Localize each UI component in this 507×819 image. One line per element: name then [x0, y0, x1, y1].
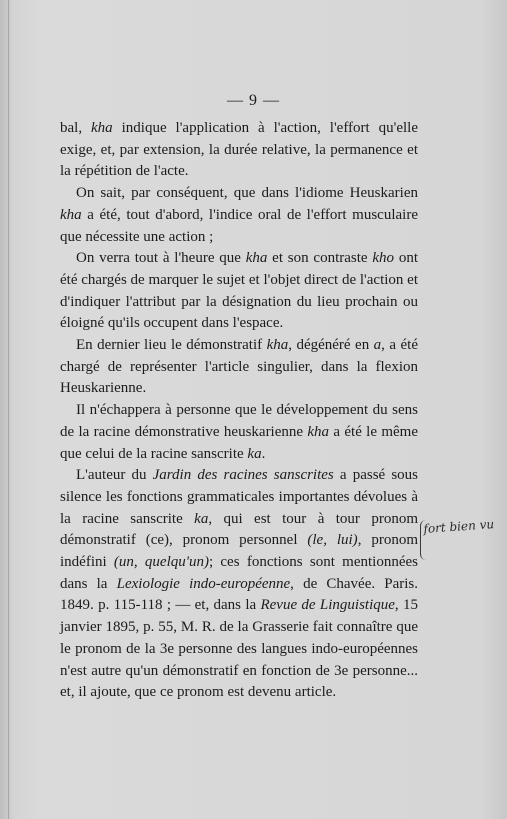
italic-run: ka	[247, 445, 262, 462]
text-run: , pronom indéfini	[60, 532, 418, 571]
text-run: En dernier lieu le démonstratif	[76, 337, 267, 354]
text-run: ; ces fonctions sont mentionnées dans la	[60, 554, 418, 592]
text-run: , qui est tour à tour pronom démonstratif (ce), pronom personnel	[60, 510, 418, 549]
text-run: On verra tout à l'heure que	[76, 250, 246, 267]
paragraph	[60, 335, 418, 400]
paragraph	[60, 248, 418, 335]
text-run: a passé sous silence les fonctions grammaticales importantes dévolues à la racine sanscrite	[60, 467, 419, 527]
text-run: , a été chargé de représenter l'article singulier, dans la flexion Heuskarienne.	[60, 337, 418, 397]
italic-run: kho	[372, 250, 395, 267]
italic-run: kha	[266, 337, 289, 354]
italic-run: Revue de Linguistique	[260, 597, 395, 614]
italic-run: kha	[91, 120, 113, 136]
text-run: L'auteur du	[76, 467, 153, 484]
text-run: .	[261, 445, 266, 462]
italic-run: kha	[60, 206, 82, 223]
paragraph	[60, 400, 418, 465]
italic-run: (un, quelqu'un)	[113, 554, 209, 571]
paragraph	[60, 118, 418, 183]
text-run: On sait, par conséquent, que dans l'idiome Heuskarien	[76, 185, 418, 202]
italic-run: kha	[245, 250, 268, 267]
text-run: , 15 janvier 1895, p. 55, M. R. de la Grasserie fait connaître que le pronom de la 3e personne des langues indo-européennes n'est autre qu'un démonstratif en fonction de 3e personne... et, il ajoute, que ce pronom est devenu article.	[60, 597, 418, 701]
text-run: Il n'échappera à personne que le développement du sens de la racine démonstrative heuskarienne	[60, 402, 418, 440]
text-run: , de Chavée. Paris. 1849. p. 115-118 ; — et, dans la	[60, 575, 418, 614]
handwritten-margin-note: fort bien vu	[423, 517, 495, 536]
text-run: bal,	[60, 120, 92, 136]
italic-run: ka	[194, 510, 209, 527]
text-run: a été, tout d'abord, l'indice oral de l'effort musculaire que nécessite une action ;	[60, 206, 418, 245]
italic-run: Jardin des racines sanscrites	[152, 467, 334, 484]
text-run: a été le même que celui de la racine sanscrite	[60, 423, 418, 462]
text-run: et son contraste	[267, 250, 373, 267]
paragraph	[60, 183, 418, 248]
italic-run: a	[373, 337, 382, 354]
italic-run: kha	[307, 423, 330, 440]
body-text	[60, 118, 418, 704]
text-run: indique l'application à l'action, l'effort qu'elle exige, et, par extension, la durée relative, la permanence et la répétition de l'acte.	[60, 120, 418, 180]
text-run: ont été chargés de marquer le sujet et l'objet direct de l'action et d'indiquer l'attribut par la désignation du lieu prochain ou éloigné qu'ils occupent dans l'espace.	[60, 250, 418, 332]
italic-run: (le, lui)	[307, 532, 358, 549]
italic-run: Lexiologie indo-européenne	[116, 575, 291, 592]
binding-edge	[8, 0, 9, 819]
page-number: — 9 —	[227, 92, 280, 109]
text-run: , dégénéré en	[288, 337, 374, 354]
paragraph	[60, 465, 418, 704]
